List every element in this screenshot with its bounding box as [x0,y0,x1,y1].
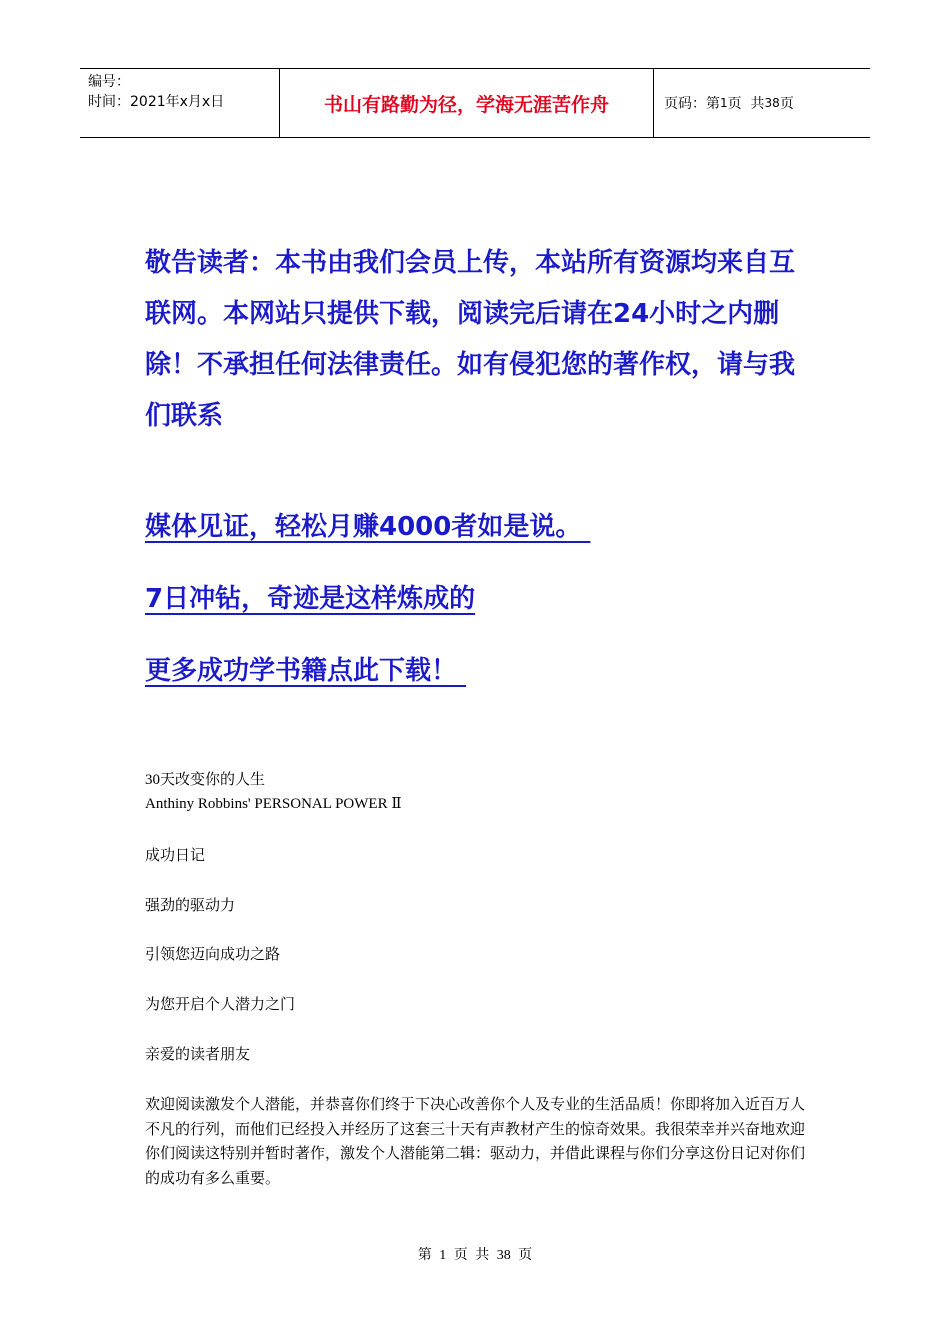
seven-day-link[interactable]: 7日冲钻，奇迹是这样炼成的 [145,584,476,614]
header-table [80,68,870,138]
media-testimony-link[interactable]: 媒体见证，轻松月赚4000者如是说。 [145,512,591,542]
header-meta-cell [80,69,280,137]
number-label: 编号： [88,74,130,90]
page-suffix: 页 [779,96,794,112]
welcome-paragraph: 欢迎阅读激发个人潜能，并恭喜你们终于下决心改善你个人及专业的生活品质！你即将加入近百万人不凡的行列，而他们已经投入并经历了这套三十天有声教材产生的惊奇效果。我很荣幸并兴奋地欢迎你们阅读这特别并暂时著作，激发个人潜能第二辑：驱动力，并借此课程与你们分享这份日记对你们的成功有多么重要。 [145,1097,806,1187]
book-title-en: Anthiny Robbins' PERSONAL POWER Ⅱ [145,796,402,812]
book-title-cn: 30天改变你的人生 [145,772,266,788]
time-label: 时间：2021年x月x日 [88,94,225,110]
header-motto: 书山有路勤为径，学海无涯苦作舟 [280,69,654,137]
page-mid: 页 共 [727,96,765,112]
page-footer: 第 1 页 共 38 页 [417,1248,533,1263]
page-prefix: 页码：第 [664,96,720,112]
header-page-info [654,69,870,137]
page-total: 38 [764,96,780,110]
line-lead-success: 引领您迈向成功之路 [145,947,281,963]
more-books-link[interactable]: 更多成功学书籍点此下载！ [145,656,467,686]
line-driving-force: 强劲的驱动力 [145,898,236,914]
line-success-diary: 成功日记 [145,848,206,864]
line-open-potential: 为您开启个人潜力之门 [145,997,296,1013]
page-current: 1 [720,96,728,110]
reader-notice: 敬告读者：本书由我们会员上传，本站所有资源均来自互联网。本网站只提供下载，阅读完后请在24小时之内删除！不承担任何法律责任。如有侵犯您的著作权，请与我们联系 [145,248,796,431]
line-dear-reader: 亲爱的读者朋友 [145,1047,251,1063]
